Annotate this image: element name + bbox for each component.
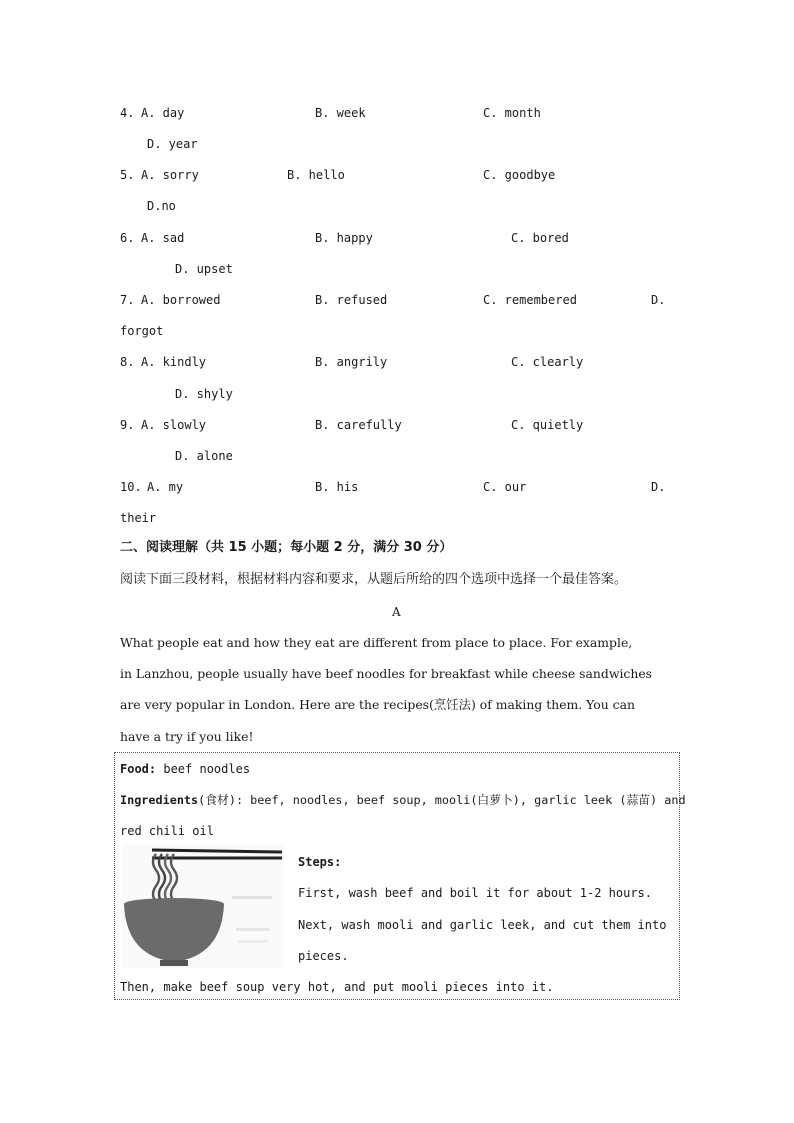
passage-line: have a try if you like! bbox=[120, 729, 254, 744]
question-number: 9. bbox=[120, 418, 135, 432]
question-number: 10. bbox=[120, 480, 142, 494]
option-d: D. alone bbox=[175, 449, 233, 463]
option-a: A. sorry bbox=[141, 168, 199, 182]
option-a: A. sad bbox=[141, 231, 185, 245]
option-a: A. slowly bbox=[141, 418, 207, 432]
option-a: A. day bbox=[141, 106, 185, 120]
option-b: B. refused bbox=[315, 293, 388, 307]
food-value: beef noodles bbox=[156, 762, 251, 776]
option-b: B. week bbox=[315, 106, 366, 120]
step-1: First, wash beef and boil it for about 1-2 hours. bbox=[298, 886, 653, 900]
option-d: D. upset bbox=[175, 262, 233, 276]
option-d: D.no bbox=[147, 199, 176, 213]
noodle-bowl-icon bbox=[122, 844, 284, 968]
ingredients-wrap: red chili oil bbox=[120, 824, 214, 838]
question-number: 4. bbox=[120, 106, 135, 120]
ingredients-line bbox=[120, 793, 686, 807]
step-3: Then, make beef soup very hot, and put mooli pieces into it. bbox=[120, 980, 554, 994]
option-b: B. angrily bbox=[315, 355, 388, 369]
option-c: C. our bbox=[483, 480, 527, 494]
step-2: Next, wash mooli and garlic leek, and cut them into bbox=[298, 918, 667, 932]
option-d: D. bbox=[651, 293, 666, 307]
option-b: B. carefully bbox=[315, 418, 402, 432]
passage-line: are very popular in London. Here are the recipes(烹饪法) of making them. You can bbox=[120, 697, 635, 712]
option-d-text: their bbox=[120, 511, 157, 525]
option-c: C. quietly bbox=[511, 418, 584, 432]
step-2-wrap: pieces. bbox=[298, 949, 349, 963]
option-a: A. my bbox=[147, 480, 184, 494]
steps-label: Steps: bbox=[298, 855, 342, 869]
option-c: C. goodbye bbox=[483, 168, 556, 182]
option-d-text: forgot bbox=[120, 324, 164, 338]
option-d: D. bbox=[651, 480, 666, 494]
option-b: B. his bbox=[315, 480, 359, 494]
passage-line: What people eat and how they eat are different from place to place. For example, bbox=[120, 635, 633, 650]
passage-label: A bbox=[392, 605, 401, 619]
ingredients-label: Ingredients bbox=[120, 793, 199, 807]
option-a: A. borrowed bbox=[141, 293, 221, 307]
option-c: C. bored bbox=[511, 231, 569, 245]
passage-line: in Lanzhou, people usually have beef noodles for breakfast while cheese sandwiches bbox=[120, 666, 653, 681]
option-b: B. hello bbox=[287, 168, 345, 182]
option-a: A. kindly bbox=[141, 355, 207, 369]
option-c: C. remembered bbox=[483, 293, 577, 307]
option-d: D. shyly bbox=[175, 387, 233, 401]
question-number: 6. bbox=[120, 231, 135, 245]
option-c: C. clearly bbox=[511, 355, 584, 369]
question-number: 5. bbox=[120, 168, 135, 182]
option-d: D. year bbox=[147, 137, 198, 151]
section-instruction: 阅读下面三段材料，根据材料内容和要求，从题后所给的四个选项中选择一个最佳答案。 bbox=[120, 572, 628, 587]
ingredients-value: (食材): beef, noodles, beef soup, mooli(白萝卜), garlic leek (蒜苗) and bbox=[198, 793, 686, 807]
question-number: 8. bbox=[120, 355, 135, 369]
food-line bbox=[120, 762, 250, 776]
section-heading: 二、阅读理解（共 15 小题；每小题 2 分，满分 30 分） bbox=[120, 540, 453, 555]
noodle-bowl-image bbox=[122, 844, 284, 968]
food-label: Food: bbox=[120, 762, 157, 776]
option-c: C. month bbox=[483, 106, 541, 120]
option-b: B. happy bbox=[315, 231, 373, 245]
question-number: 7. bbox=[120, 293, 135, 307]
